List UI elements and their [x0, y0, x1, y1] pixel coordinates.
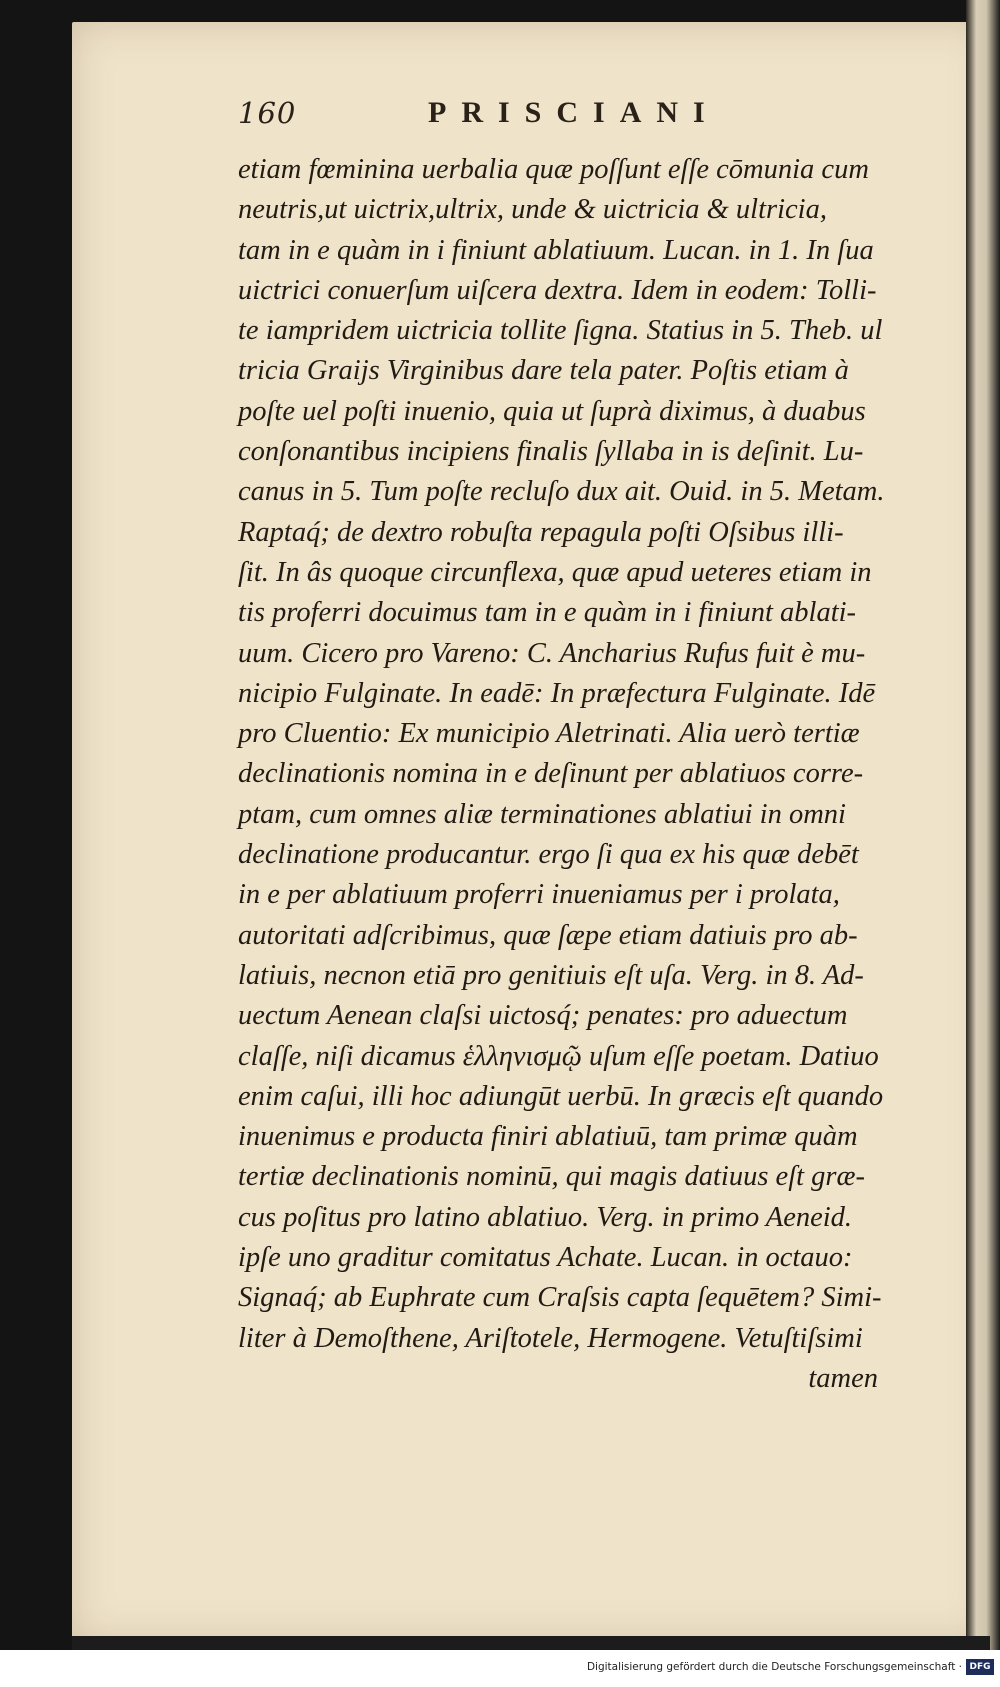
page-bottom-shadow [72, 1636, 990, 1650]
text-line: liter à Demoſthene, Ariſtotele, Hermogene. Vetuſtiſsimi [238, 1322, 863, 1354]
text-line: tis proferri docuimus tam in e quàm in i finiunt ablati- [238, 597, 857, 629]
text-line: tertiæ declinationis nominū, qui magis datiuus eſt græ- [238, 1161, 865, 1193]
text-line: cus poſitus pro latino ablatiuo. Verg. in primo Aeneid. [238, 1201, 853, 1233]
text-line: uictrici conuerſum uiſcera dextra. Idem in eodem: Tolli- [238, 274, 877, 306]
text-line: claſſe, niſi dicamus ἑλληνισμῷ uſum eſſe poetam. Datiuo [238, 1040, 879, 1072]
text-line: in e per ablatiuum proferri inueniamus per i prolata, [238, 879, 840, 911]
text-line: tricia Graijs Virginibus dare tela pater. Poſtis etiam à [238, 355, 849, 387]
text-line: ipſe uno graditur comitatus Achate. Lucan. in octauo: [238, 1242, 853, 1274]
text-line: conſonantibus incipiens finalis ſyllaba in is deſinit. Lu- [238, 436, 864, 468]
dfg-logo-icon: DFG [966, 1659, 994, 1675]
text-line: etiam fœminina uerbalia quæ poſſunt eſſe cōmunia cum [238, 154, 869, 185]
page-edge [966, 0, 1000, 1650]
text-line: latiuis, necnon etiā pro genitiuis eſt uſa. Verg. in 8. Ad- [238, 959, 864, 991]
digitization-footer [0, 1650, 1000, 1687]
funding-credit: Digitalisierung gefördert durch die Deutsche Forschungsgemeinschaft · [586, 1661, 962, 1673]
text-line: uum. Cicero pro Vareno: C. Ancharius Rufus fuit è mu- [238, 637, 866, 669]
page-number: 160 [238, 96, 297, 130]
text-line: declinationis nomina in e deſinunt per ablatiuos corre- [238, 758, 864, 790]
text-line: canus in 5. Tum poſte recluſo dux ait. Ouid. in 5. Metam. [238, 476, 885, 508]
running-title: PRISCIANI [428, 96, 720, 129]
text-line: declinatione producantur. ergo ſi qua ex his quæ debēt [238, 839, 859, 871]
text-line: ptam, cum omnes aliæ terminationes ablatiui in omni [238, 798, 846, 830]
text-line: uectum Aenean claſsi uictosq́; penates: pro aduectum [238, 1000, 848, 1032]
text-line: Signaq́; ab Euphrate cum Craſsis capta ſequētem? Simi- [238, 1282, 882, 1314]
text-line: ſit. In âs quoque circunflexa, quæ apud ueteres etiam in [238, 556, 872, 588]
text-line: enim caſui, illi hoc adiungūt uerbū. In græcis eſt quando [238, 1080, 884, 1112]
text-line: poſte uel poſti inuenio, quia ut ſuprà diximus, à duabus [238, 395, 866, 427]
text-line: Raptaq́; de dextro robuſta repagula poſti Oſsibus illi- [238, 516, 844, 548]
text-line: nicipio Fulginate. In eadē: In præfectura Fulginate. Idē [238, 677, 876, 709]
running-head [238, 96, 928, 136]
body-text [238, 150, 938, 1399]
text-line: pro Cluentio: Ex municipio Aletrinati. Alia uerò tertiæ [238, 718, 860, 750]
text-line: tam in e quàm in i finiunt ablatiuum. Lucan. in 1. In ſua [238, 234, 874, 266]
catchword: tamen [808, 1362, 878, 1394]
text-line: neutris,ut uictrix,ultrix, unde & uictricia & ultricia, [238, 194, 827, 226]
text-line: te iampridem uictricia tollite ſigna. Statius in 5. Theb. ul [238, 315, 883, 347]
text-line: autoritati adſcribimus, quæ ſæpe etiam datiuis pro ab- [238, 919, 858, 951]
text-line: inuenimus e producta finiri ablatiuū, tam primæ quàm [238, 1121, 858, 1153]
